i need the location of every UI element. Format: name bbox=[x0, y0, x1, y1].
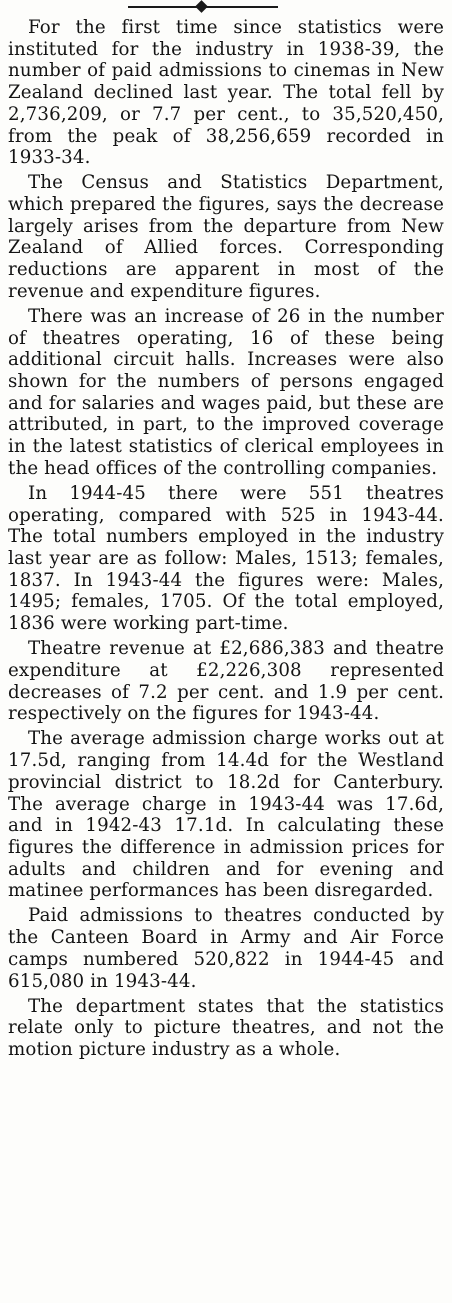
paragraph-canteen-board: Paid admissions to theatres conducted by the Canteen Board in Army and Air Force camps numbered 520,822 in 1944-45 and 615,080 in 1943-44. bbox=[8, 905, 444, 992]
paragraph-admission-charge: The average admission charge works out at 17.5d, ranging from 14.4d for the Westland provincial district to 18.2d for Canterbury. The average charge in 1943-44 was 17.6d, and in 1942-43 17.1d. In calculating these figures the difference in admission prices for adults and children and for evening and matinee performances has been disregarded. bbox=[8, 728, 444, 902]
paragraph-employment-figures: In 1944-45 there were 551 theatres operating, compared with 525 in 1943-44. The total numbers employed in the industry last year are as follow: Males, 1513; females, 1837. In 1943-44 the figures were: Males, 1495; females, 1705. Of the total employed, 1836 were working part-time. bbox=[8, 482, 444, 635]
paragraph-scope-note: The department states that the statistics relate only to picture theatres, and not the motion picture industry as a whole. bbox=[8, 995, 444, 1061]
paragraph-revenue-expenditure: Theatre revenue at £2,686,383 and theatre expenditure at £2,226,308 represented decreases of 7.2 per cent. and 1.9 per cent. respectively on the figures for 1943-44. bbox=[8, 638, 444, 725]
paragraph-theatres-increase: There was an increase of 26 in the number of theatres operating, 16 of these being additional circuit halls. Increases were also shown for the numbers of persons engaged and for salaries and wages paid, but these are attributed, in part, to the improved coverage in the latest statistics of clerical employees in the head offices of the controlling companies. bbox=[8, 305, 444, 479]
article-body bbox=[8, 17, 444, 1064]
paragraph-allied-forces: The Census and Statistics Department, which prepared the figures, says the decrease largely arises from the departure from New Zealand of Allied forces. Corresponding reductions are apparent in most of the revenue and expenditure figures. bbox=[8, 172, 444, 302]
paragraph-admissions-decline: For the first time since statistics were instituted for the industry in 1938-39, the number of paid admissions to cinemas in New Zealand declined last year. The total fell by 2,736,209, or 7.7 per cent., to 35,520,450, from the peak of 38,256,659 recorded in 1933-34. bbox=[8, 17, 444, 169]
header-ornament-rule bbox=[128, 2, 278, 12]
ornament-diamond-icon bbox=[195, 0, 208, 13]
